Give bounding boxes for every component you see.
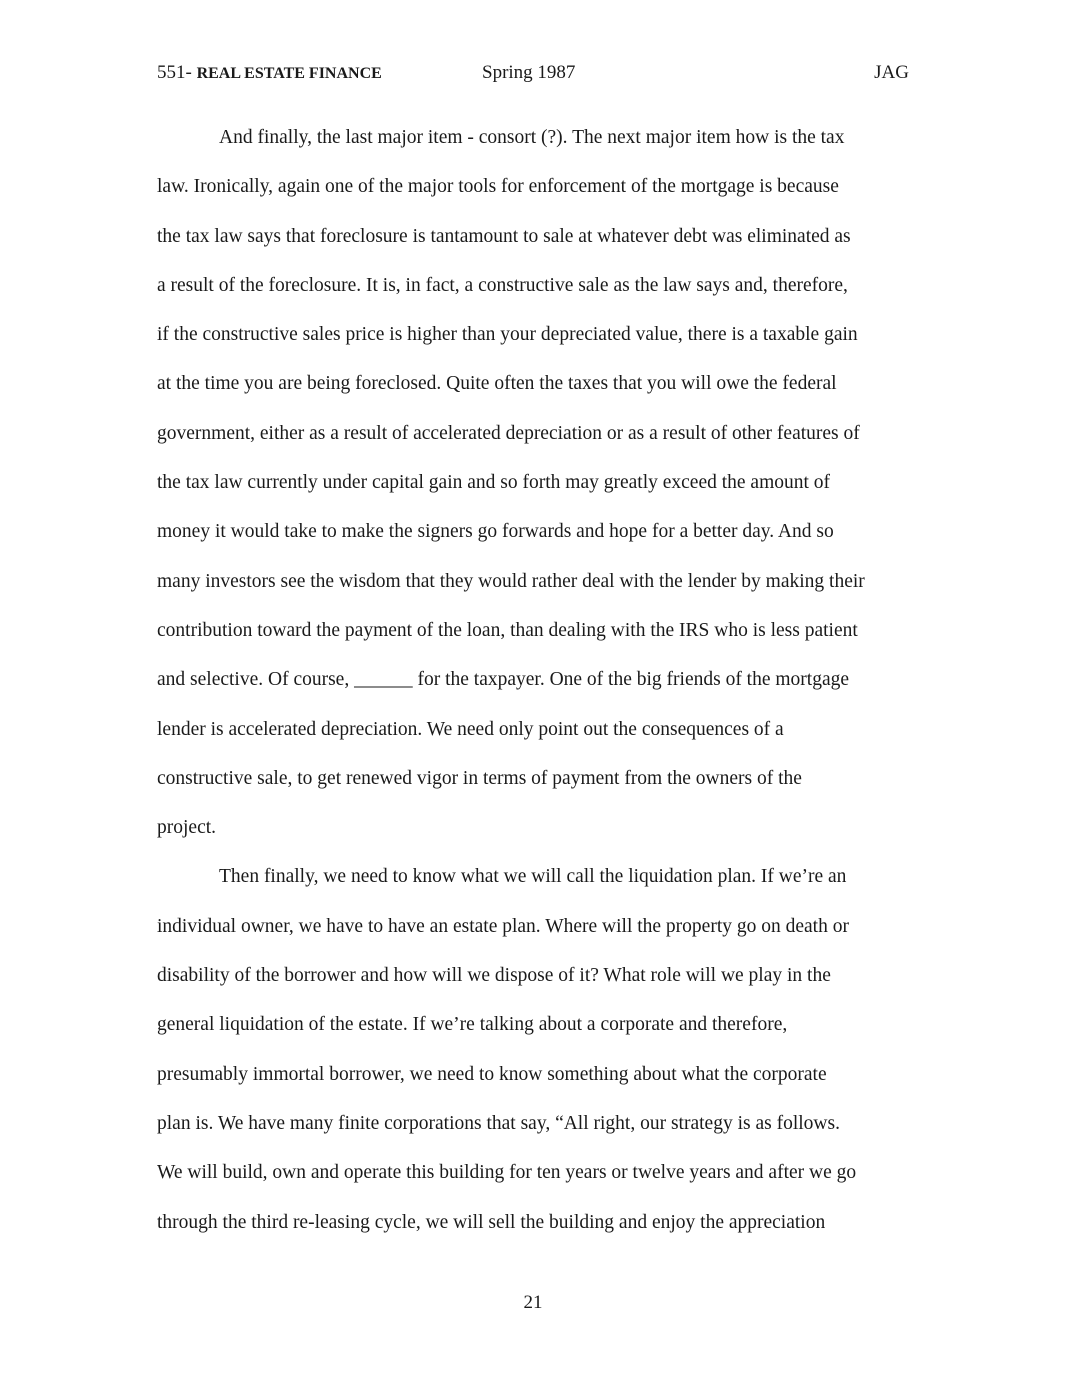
text-line: project. xyxy=(157,817,217,839)
paragraph xyxy=(157,852,909,901)
text-line: government, either as a result of accelerated depreciation or as a result of other features of xyxy=(157,422,860,444)
text-line: at the time you are being foreclosed. Quite often the taxes that you will owe the federal xyxy=(157,373,837,395)
course-label xyxy=(157,62,382,84)
text-line: money it would take to make the signers go forwards and hope for a better day. And so xyxy=(157,521,834,543)
course-title: REAL ESTATE FINANCE xyxy=(196,65,382,82)
text-line: And finally, the last major item - consort (?). The next major item how is the tax xyxy=(219,127,845,148)
text-line: general liquidation of the estate. If we’re talking about a corporate and therefore, xyxy=(157,1014,788,1036)
page-header xyxy=(157,62,909,92)
paragraph-continuation xyxy=(157,902,909,1247)
text-line: many investors see the wisdom that they would rather deal with the lender by making their xyxy=(157,570,865,592)
term-label: Spring 1987 xyxy=(482,62,576,83)
text-line: a result of the foreclosure. It is, in fact, a constructive sale as the law says and, therefore, xyxy=(157,274,848,296)
text-line: if the constructive sales price is higher than your depreciated value, there is a taxable gain xyxy=(157,324,858,346)
text-line: presumably immortal borrower, we need to know something about what the corporate xyxy=(157,1063,827,1085)
text-line: disability of the borrower and how will we dispose of it? What role will we play in the xyxy=(157,965,831,987)
author-initials: JAG xyxy=(874,62,909,83)
document-body xyxy=(157,113,909,1247)
text-line: constructive sale, to get renewed vigor in terms of payment from the owners of the xyxy=(157,767,802,789)
text-line: through the third re-leasing cycle, we will sell the building and enjoy the appreciation xyxy=(157,1211,826,1233)
text-line: the tax law says that foreclosure is tantamount to sale at whatever debt was eliminated as xyxy=(157,225,851,247)
course-number: 551- xyxy=(157,62,192,83)
text-line: law. Ironically, again one of the major tools for enforcement of the mortgage is because xyxy=(157,176,839,198)
text-line: plan is. We have many finite corporations that say, “All right, our strategy is as follows. xyxy=(157,1112,840,1134)
text-line: and selective. Of course, ______ for the taxpayer. One of the big friends of the mortgage xyxy=(157,669,850,691)
text-line: the tax law currently under capital gain and so forth may greatly exceed the amount of xyxy=(157,472,831,494)
text-line: individual owner, we have to have an estate plan. Where will the property go on death or xyxy=(157,915,849,937)
page-number: 21 xyxy=(523,1292,543,1313)
text-line: We will build, own and operate this building for ten years or twelve years and after we go xyxy=(157,1162,857,1184)
text-line: contribution toward the payment of the loan, than dealing with the IRS who is less patient xyxy=(157,619,858,641)
paragraph xyxy=(157,113,909,162)
text-line: lender is accelerated depreciation. We need only point out the consequences of a xyxy=(157,718,784,740)
text-line: Then finally, we need to know what we will call the liquidation plan. If we’re an xyxy=(219,866,847,888)
paragraph-continuation xyxy=(157,162,909,852)
